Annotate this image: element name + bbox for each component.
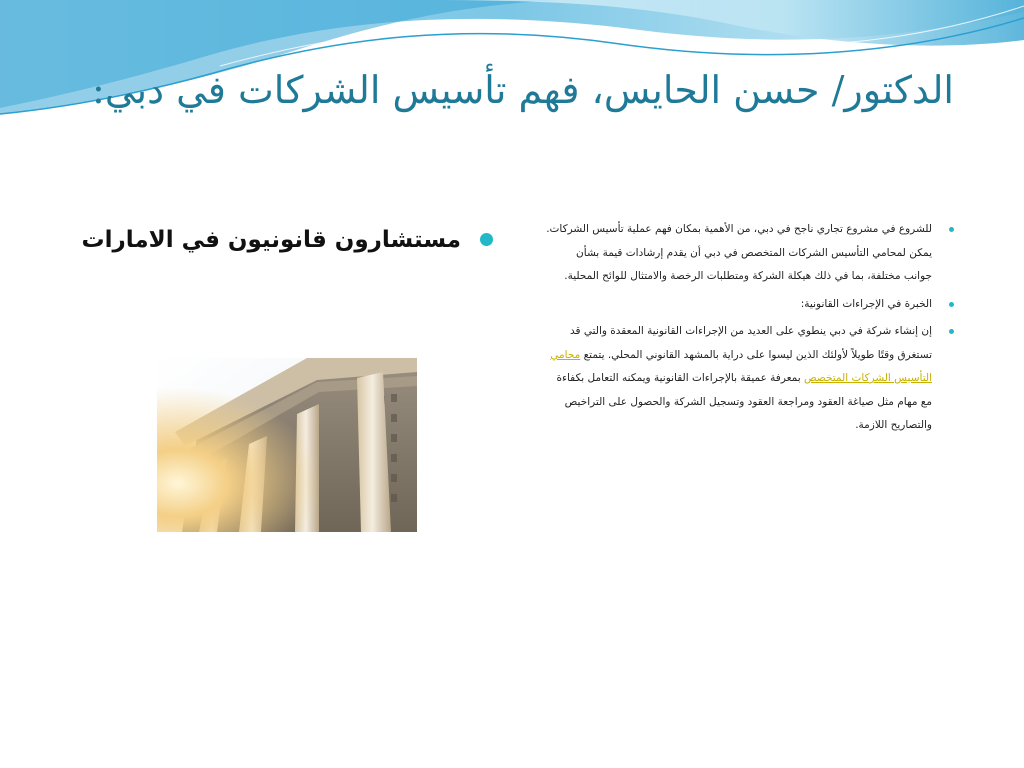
bullet-icon [949,329,954,334]
bullet-text-before-link: إن إنشاء شركة في دبي ينطوي على العديد من الإجراءات القانونية المعقدة والتي قد تستغرق وقتًا طويلاً لأولئك الذين ليسوا على دراية بالمشهد القانوني المحلي. يتمتع [569,325,932,361]
bullet-icon [480,233,493,246]
list-item [546,218,966,289]
bullet-icon [949,302,954,307]
section-heading: مستشارون قانونيون في الامارات [81,227,461,253]
list-item [546,320,966,438]
left-content [81,224,499,256]
lawyer-link[interactable]: محامي التأسيس الشركات المتخصص [550,348,932,384]
bullet-text: الخبرة في الإجراءات القانونية: [800,297,932,310]
bullet-icon [949,227,954,232]
slide-title: الدكتور/ حسن الحايس، فهم تأسيس الشركات في دبي: [92,68,954,112]
building-columns-photo [157,358,417,532]
bullet-text: للشروع في مشروع تجاري ناجح في دبي، من الأهمية بمكان فهم عملية تأسيس الشركات. يمكن لمحامي التأسيس الشركات المتخصص في دبي أن يقدم إرشادات قيمة بشأن جوانب مختلفة، بما في ذلك هيكلة الشركة ومتطلبات الرخصة والامتثال للوائح المحلية. [546,223,932,282]
right-content [546,218,966,442]
list-item [546,293,966,317]
bullet-text-after-link: بمعرفة عميقة بالإجراءات القانونية ويمكنه التعامل بكفاءة مع مهام مثل صياغة العقود ومراجعة العقود وتسجيل الشركة والحصول على التراخيص والتصاريح اللازمة. [556,372,932,431]
list-item [81,224,499,256]
